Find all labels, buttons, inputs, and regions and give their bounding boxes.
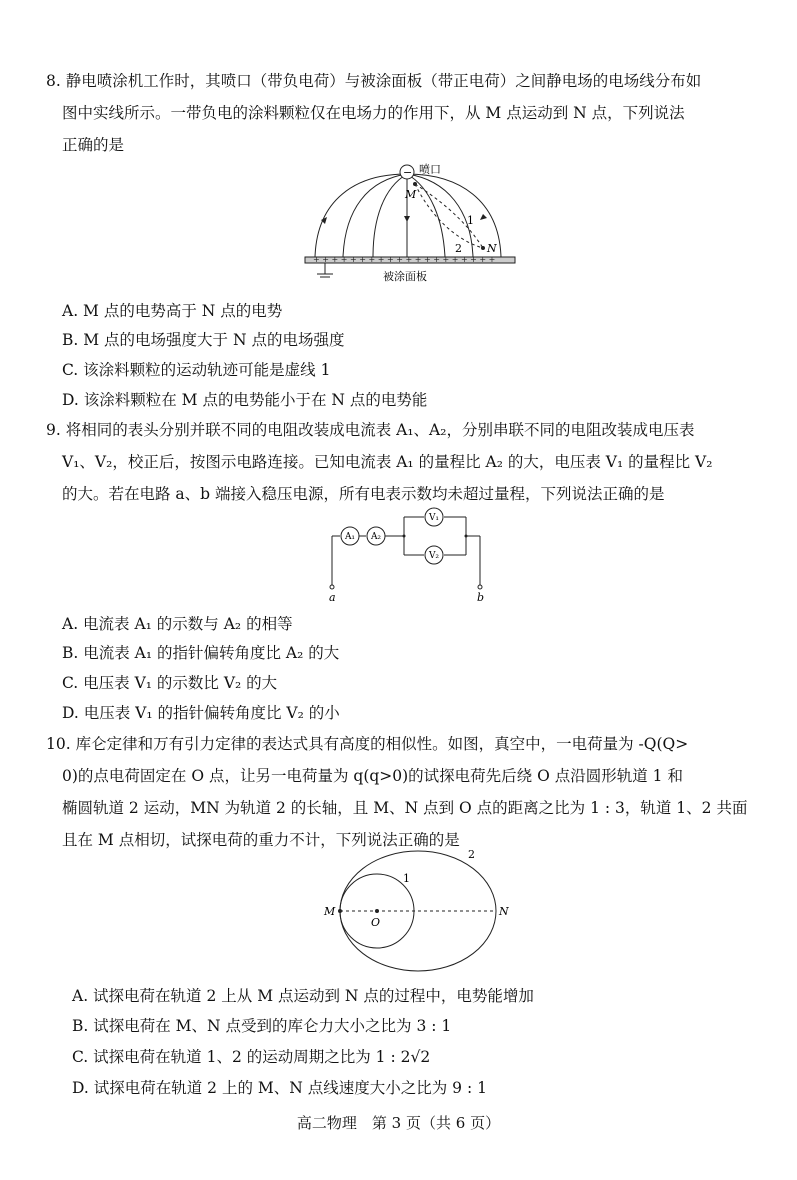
a1-label: A₁ [344,532,356,542]
field-line [373,174,407,257]
q8-figure-electric-field [295,160,535,285]
terminal-a-label: a [329,591,336,604]
q10-line-4: 且在 M 点相切，试探电荷的重力不计，下列说法正确的是 [62,831,460,849]
q9-line-2: V₁、V₂，校正后，按图示电路连接。已知电流表 A₁ 的量程比 A₂ 的大，电压表 V₁ 的量程比 V₂ [62,453,713,471]
q9-line-1: 9. 将相同的表头分别并联不同的电阻改装成电流表 A₁、A₂，分别串联不同的电阻改装成电压表 [46,421,695,439]
q9-line-3: 的大。若在电路 a、b 端接入稳压电源，所有电表示数均未超过量程，下列说法正确的是 [62,485,665,503]
q8-line-3: 正确的是 [62,136,125,154]
v1-label: V₁ [428,513,440,523]
q10-figure-orbits [315,850,525,980]
point-n-label: N [499,905,509,918]
q10-option-d: D. 试探电荷在轨道 2 上的 M、N 点线速度大小之比为 9 : 1 [72,1079,487,1097]
q8-option-d: D. 该涂料颗粒在 M 点的电势能小于在 N 点的电势能 [62,391,428,409]
q9-option-d: D. 电压表 V₁ 的指针偏转角度比 V₂ 的小 [62,704,340,722]
q10-line-1: 10. 库仑定律和万有引力定律的表达式具有高度的相似性。如图，真空中，一电荷量为 -Q(Q> [46,735,689,753]
q9-option-a: A. 电流表 A₁ 的示数与 A₂ 的相等 [62,615,293,633]
nozzle-label: 喷口 [419,163,441,176]
terminal-b-label: b [477,591,485,604]
svg-text:+ + + + + + + + + + + + + + +: + + + + + + + + + + + + + + + + + + + + [313,255,496,264]
page-footer: 高二物理 第 3 页（共 6 页） [296,1114,501,1132]
plate-label: 被涂面板 [383,270,427,283]
field-line [315,174,407,257]
q10-line-2: 0)的点电荷固定在 O 点，让另一电荷量为 q(q>0)的试探电荷先后绕 O 点沿圆形轨道 1 和 [62,767,683,785]
q9-option-c: C. 电压表 V₁ 的示数比 V₂ 的大 [62,674,278,692]
q8-line-2: 图中实线所示。一带负电的涂料颗粒仅在电场力的作用下，从 M 点运动到 N 点，下列说法 [62,104,685,122]
ground-icon [317,263,333,277]
v2-label: V₂ [428,551,440,561]
a2-label: A₂ [370,532,382,542]
q9-option-b: B. 电流表 A₁ 的指针偏转角度比 A₂ 的大 [62,644,340,662]
q8-option-c: C. 该涂料颗粒的运动轨迹可能是虚线 1 [62,361,331,379]
point-n-label: N [487,242,497,255]
point-m-label: M [405,188,417,201]
q10-option-c: C. 试探电荷在轨道 1、2 的运动周期之比为 1 : 2√2 [72,1048,431,1066]
orbit-2-label: 2 [468,850,475,861]
orbit-1-label: 1 [403,872,410,885]
field-line [407,174,473,257]
path-2-label: 2 [455,242,462,255]
q8-option-b: B. M 点的电场强度大于 N 点的电场强度 [62,331,345,349]
q10-line-3: 椭圆轨道 2 运动，MN 为轨道 2 的长轴，且 M、N 点到 O 点的距离之比为 1 : 3，轨道 1、2 共面 [62,799,748,817]
nozzle-sign: − [403,166,413,179]
q10-option-b: B. 试探电荷在 M、N 点受到的库仑力大小之比为 3 : 1 [72,1017,452,1035]
q8-line-1: 8. 静电喷涂机工作时，其喷口（带负电荷）与被涂面板（带正电荷）之间静电场的电场线分布如 [46,72,702,90]
path-1-label: 1 [467,214,474,227]
point-o-label: O [371,916,381,929]
point-m-label: M [324,905,336,918]
q10-option-a: A. 试探电荷在轨道 2 上从 M 点运动到 N 点的过程中，电势能增加 [72,987,534,1005]
q8-option-a: A. M 点的电势高于 N 点的电势 [62,302,283,320]
q9-figure-circuit [320,505,500,605]
